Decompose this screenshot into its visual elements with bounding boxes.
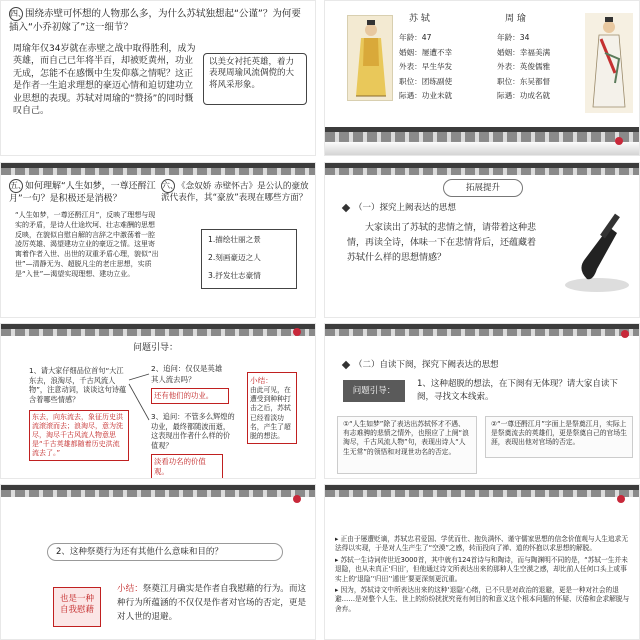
attr-row: 年龄：34 (497, 33, 530, 42)
zhou-yu-portrait (585, 13, 633, 113)
slide-8[interactable] (324, 484, 640, 640)
bullet-icon: ▸ (335, 555, 341, 564)
slide5-a1: 东去，向东流去，象征历史洪流滚滚而去；浪淘尽，意为洗尽，淘尽千古风流人物意思是“千古英雄都随着历史洪流流去了。” (29, 410, 129, 461)
slide3-q6: 六、《念奴娇 赤壁怀古》是公认的豪放派代表作，其“豪放”表现在哪些方面？ (161, 181, 309, 204)
list-item: ▸ 因为，苏轼诗文中所表达出来的这种‘退隐’心绪，已不只是对政治的退避，更是一种对社会的退避……是对整个人生、世上的纷纷扰扰究竟有何目的和意义这个根本问题的怀疑、厌倦和企求解脱与舍弃。 (335, 585, 630, 613)
slide4-heading: （一）探究上阙表达的思想 (343, 203, 456, 215)
slide7-summary: 小结：祭奠江月确实是作者自我慰藉的行为。而这种行为所蕴涵的不仅仅是作者对官场的否定，更是对人世的退避。 (117, 584, 307, 622)
attr-row: 职位：东吴都督 (497, 76, 551, 86)
su-shi-portrait (347, 15, 393, 101)
slide3-body: “人生如梦，一尊还酹江月”，反映了理想与现实的矛盾，是诗人仕途坎坷、壮志难酬的思想反映，在貌似自慰自解的言辞之中激荡着一腔凌厉英雄、渴望建功立业的豪迈之情。这里寄寓着作者入世、出世的双重矛盾心理，貌似“出世”—清静无为、超脱凡尘的老庄思想，实质是“入世”—渴望实现理想、建功立业。 (15, 211, 159, 278)
plum-blossom-icon (293, 495, 301, 503)
slide-6[interactable] (324, 323, 640, 479)
slide1-note: 以美女衬托英雄，着力表现周瑜风流倜傥的大将风采形象。 (209, 57, 295, 90)
diamond-bullet-icon (342, 203, 350, 211)
slide3-q5: 五、如何理解“人生如梦，一尊还酹江月”一句？是积极还是消极？ (9, 181, 156, 205)
slide1-question: 四、围绕赤壁可怀想的人物那么多，为什么苏轼独想起“公谨”？为何要插入“小乔初嫁了”这一细节？ (9, 8, 301, 33)
mountain-decoration (325, 141, 640, 155)
slide7-tag: 也是一种自我慰藉 (53, 587, 101, 627)
list-item: 3.抒发壮志豪情 (208, 271, 261, 280)
slide6-card-2 (485, 416, 633, 458)
attr-row: 外表：英俊儒雅 (497, 62, 551, 71)
list-item: ▸ 正由于屡遭贬谪，苏轼忠君爱国、学优而仕、抱负满怀、谨守儒家思想的信念价值观与人生追求无法得以实现，于是对人生产生了“空漠”之感，转而投向了禅、道的怀抱以求思想的解脱。 (335, 535, 629, 553)
slide6-heading: （二）自读下阕，探究下阙表达的思想 (343, 360, 499, 372)
question-number-badge: 六、 (161, 179, 175, 193)
summary-text: 由此可见，在遭受到种种打击之后，苏轼已经看淡功名，产生了超脱的想法。 (250, 386, 291, 440)
card-text: ②“一尊还酹江月”字面上是祭奠江月，实际上是祭奠流去的英雄们，更是祭奠自己的官场生涯，表现出他对官场的否定。 (491, 420, 627, 447)
attr-row: 际遇：功成名就 (497, 91, 551, 100)
slide-3[interactable] (0, 162, 316, 318)
section-title: 拓展提升 (443, 179, 523, 197)
slide8-list (335, 535, 633, 614)
summary-label: 小结： (250, 376, 273, 385)
slide-1[interactable] (0, 0, 316, 156)
bullet-icon: ▸ (335, 535, 341, 543)
roof-tiles (325, 490, 640, 497)
attr-row: 外表：早生华发 (399, 62, 453, 71)
slide6-label: 问题引导： (343, 380, 405, 402)
slide5-title: 问题引导： (133, 343, 179, 353)
plum-blossom-icon (621, 330, 629, 338)
slide5-q3: 3、追问：不管多么辉煌的功业，最终都随波而逝，这表现出作者什么样的价值观？ (151, 412, 235, 451)
slide-7[interactable] (0, 484, 316, 640)
attr-row: 年龄：47 (399, 33, 432, 42)
zhou-yu-name: 周 瑜 (505, 14, 526, 24)
roof-tiles (1, 490, 316, 497)
attr-row: 职位：团练副使 (399, 76, 453, 86)
slide1-note-box (203, 53, 307, 105)
slide-4[interactable] (324, 162, 640, 318)
plum-blossom-icon (615, 137, 623, 145)
slide5-a2: 还有他们的功业。 (151, 388, 229, 404)
list-item: 2.刻画豪迈之人 (208, 253, 261, 262)
diamond-bullet-icon (342, 360, 350, 368)
list-item: ▸ 苏轼一生诗词传世近3000首，其中就有124首诗与和陶诗，而与陶渊明不同的是，“苏轼一生并未退隐，也从未真正‘归田’，但他通过诗文所表达出来的那种人生空漠之感，却比前人任何口头上或事实上的‘退隐’‘归田’‘遁世’要更深刻更沉重。 (335, 555, 628, 583)
slide3-list-box (201, 229, 297, 289)
slide1-body: 周瑜年仅34岁就在赤壁之战中取得胜利，成为英雄，而自己已年将半百，却被贬黄州，功业无成，怎能不在感慨中生发仰慕之情呢？这正是作者一生追求理想的豪迈心情和迫切建功立业思想的表现。苏轼对周瑜的“赞扬”的同时慨叹自己。 (13, 44, 196, 117)
slide6-card-1 (337, 416, 477, 474)
zhou-yu-attributes (497, 31, 579, 104)
su-shi-attributes (399, 31, 481, 104)
ink-brush-icon (557, 199, 637, 299)
slide-2[interactable] (324, 0, 640, 156)
plum-blossom-icon (617, 495, 625, 503)
slide7-question: 2、这种祭奠行为还有其他什么意味和目的？ (47, 543, 283, 561)
bullet-icon: ▸ (335, 585, 341, 594)
attr-row: 婚姻：屡遭不幸 (399, 47, 453, 57)
summary-label: 小结： (117, 584, 143, 594)
roof-tiles (325, 329, 640, 336)
roof-tiles (325, 168, 640, 175)
slide5-q1: 1、请大家仔细品位首句“大江东去，浪淘尽，千古风流人物”，注意动词，谈谈这句诗蕴含着哪些情感？ (29, 366, 127, 405)
list-item: 1.描绘壮丽之景 (208, 235, 261, 244)
question-number-badge: 四、 (9, 7, 23, 21)
attr-row: 婚姻：幸福美满 (497, 47, 551, 57)
attr-row: 际遇：功业未就 (399, 91, 453, 100)
connector-arrows (1, 324, 316, 479)
roof-tiles (1, 168, 316, 175)
slide-5[interactable] (0, 323, 316, 479)
slide5-q2: 2、追问：仅仅是英雄其人流去吗？ (151, 364, 223, 384)
slide4-body: 大家读出了苏轼的悲情之情，请带着这种悲情，再读全诗，体味一下在悲情背后，还蕴藏着苏轼什么样的思想情感？ (347, 223, 537, 263)
su-shi-name: 苏 轼 (409, 14, 430, 24)
slide6-question: 1、这种超脱的想法，在下阕有无体现？请大家自读下阕，寻找文本线索。 (417, 379, 618, 402)
slide5-a3: 淡看功名的价值观。 (151, 454, 223, 479)
question-number-badge: 五、 (9, 179, 23, 193)
card-text: ①“人生如梦”除了表达出苏轼怀才不遇、有志难骋的悲愤之情外，也照应了上阕“浪淘尽，千古风流人物”句，表现出诗人“人生无常”的领悟和对现世功名的否定。 (343, 420, 469, 456)
